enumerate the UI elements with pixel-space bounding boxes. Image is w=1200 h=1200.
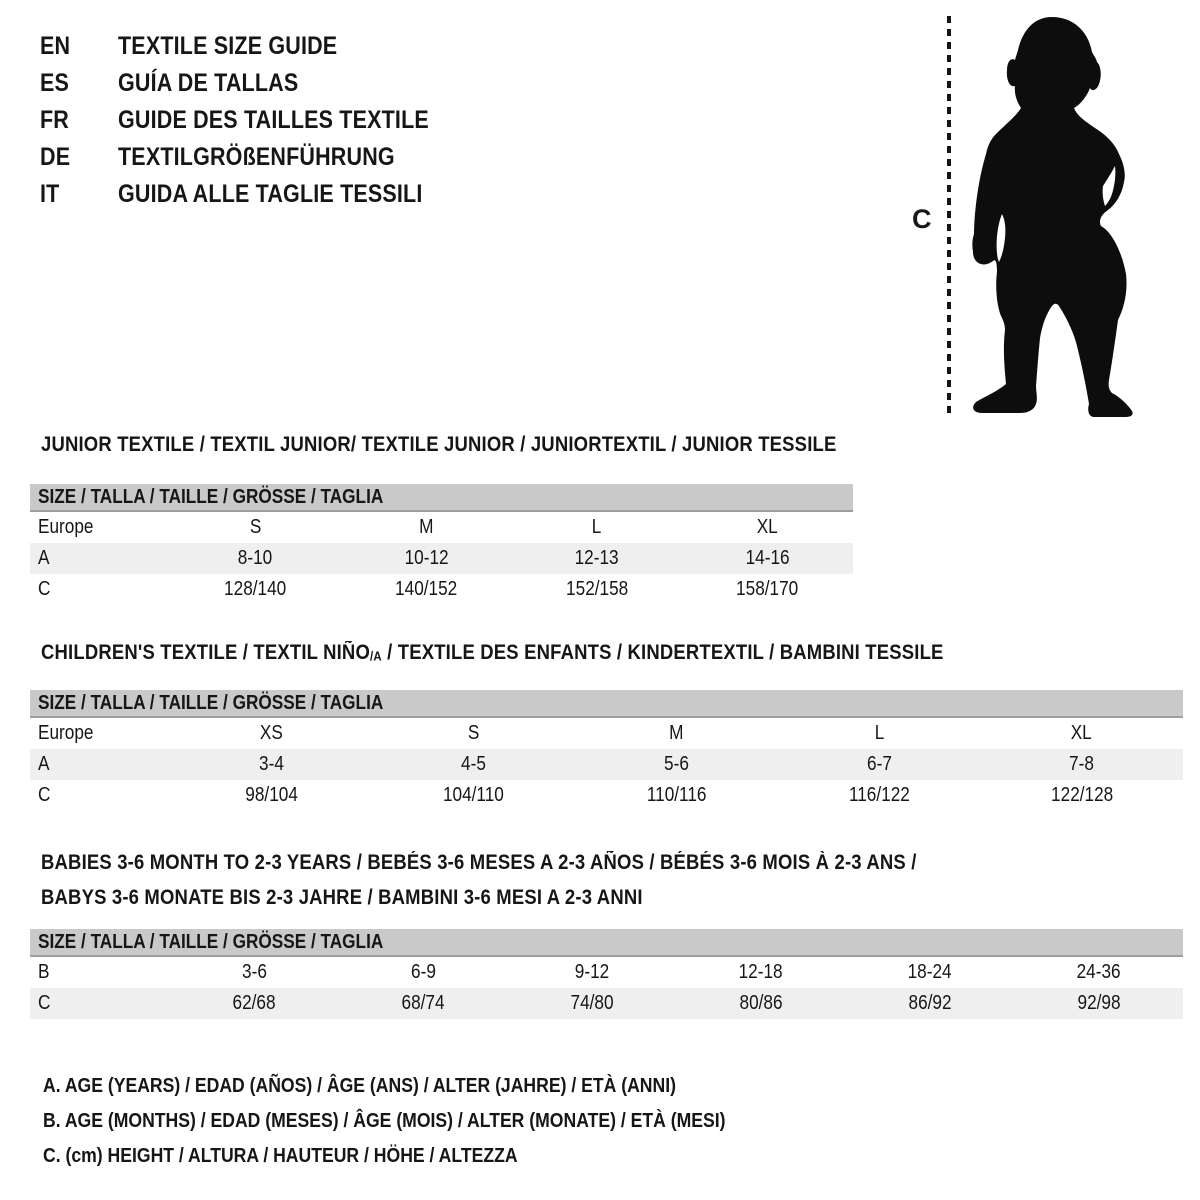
cell-value: 98/104 bbox=[244, 784, 298, 806]
height-measure-label: C bbox=[912, 204, 932, 234]
row-label: Europe bbox=[38, 516, 94, 538]
cell-value: 8-10 bbox=[238, 547, 273, 569]
lang-title-it: GUIDA ALLE TAGLIE TESSILI bbox=[118, 180, 423, 208]
cell-value: 24-36 bbox=[1076, 961, 1121, 983]
cell-value: 6-7 bbox=[866, 753, 892, 775]
lang-code-it: IT bbox=[40, 180, 60, 208]
cell-value: M bbox=[418, 516, 434, 538]
cell-value: 122/128 bbox=[1050, 784, 1113, 806]
cell-value: S bbox=[249, 516, 262, 538]
cell-value: 9-12 bbox=[574, 961, 610, 983]
babies-size-header-text: SIZE / TALLA / TAILLE / GRÖSSE / TAGLIA bbox=[38, 931, 384, 953]
footnote-legend bbox=[43, 1069, 819, 1174]
babies-heading-line2: BABYS 3-6 MONATE BIS 2-3 JAHRE / BAMBINI 3-6 MESI A 2-3 ANNI bbox=[41, 886, 643, 909]
babies-size-header-bar bbox=[30, 929, 1183, 957]
cell-value: 116/122 bbox=[848, 784, 910, 806]
cell-value: XL bbox=[1071, 722, 1093, 744]
lang-title-fr: GUIDE DES TAILLES TEXTILE bbox=[118, 106, 429, 134]
children-section-heading bbox=[41, 641, 944, 665]
cell-value: 5-6 bbox=[664, 753, 689, 775]
cell-value: 12-18 bbox=[738, 961, 783, 983]
row-label: C bbox=[38, 578, 51, 600]
cell-value: 10-12 bbox=[404, 547, 449, 569]
cell-value: 104/110 bbox=[443, 784, 505, 806]
lang-code-es: ES bbox=[40, 69, 70, 97]
table-row bbox=[30, 780, 1183, 811]
cell-value: 74/80 bbox=[570, 992, 614, 1014]
junior-section-heading: JUNIOR TEXTILE / TEXTIL JUNIOR/ TEXTILE JUNIOR / JUNIORTEXTIL / JUNIOR TESSILE bbox=[41, 433, 837, 456]
language-title-block bbox=[40, 28, 480, 213]
row-label: C bbox=[38, 992, 51, 1014]
lang-title-en: TEXTILE SIZE GUIDE bbox=[118, 32, 338, 60]
children-size-table bbox=[30, 690, 1183, 811]
cell-value: L bbox=[874, 722, 884, 744]
table-row bbox=[30, 543, 853, 574]
cell-value: 110/116 bbox=[646, 784, 707, 806]
row-label: A bbox=[38, 547, 50, 569]
cell-value: 3-6 bbox=[241, 961, 267, 983]
lang-row-es bbox=[40, 65, 480, 102]
cell-value: 68/74 bbox=[401, 992, 445, 1014]
junior-size-header-text: SIZE / TALLA / TAILLE / GRÖSSE / TAGLIA bbox=[38, 486, 384, 508]
junior-size-table bbox=[30, 484, 853, 605]
row-label: C bbox=[38, 784, 51, 806]
cell-value: 3-4 bbox=[258, 753, 284, 775]
cell-value: 128/140 bbox=[224, 578, 287, 600]
table-row bbox=[30, 749, 1183, 780]
cell-value: 80/86 bbox=[739, 992, 783, 1014]
row-label: B bbox=[38, 961, 50, 983]
lang-code-fr: FR bbox=[40, 106, 70, 134]
footnote-a: A. AGE (YEARS) / EDAD (AÑOS) / ÂGE (ANS) / ALTER (JAHRE) / ETÀ (ANNI) bbox=[43, 1075, 676, 1097]
cell-value: 4-5 bbox=[461, 753, 487, 775]
cell-value: 158/170 bbox=[736, 578, 799, 600]
junior-size-header-bar bbox=[30, 484, 853, 512]
children-size-header-bar bbox=[30, 690, 1183, 718]
table-row bbox=[30, 957, 1183, 988]
cell-value: 140/152 bbox=[395, 578, 458, 600]
cell-value: 152/158 bbox=[565, 578, 628, 600]
row-label: Europe bbox=[38, 722, 94, 744]
table-row bbox=[30, 988, 1183, 1019]
height-measure-dashed-line bbox=[947, 16, 951, 417]
lang-code-en: EN bbox=[40, 32, 71, 60]
lang-row-fr bbox=[40, 102, 480, 139]
row-label: A bbox=[38, 753, 50, 775]
toddler-silhouette-icon bbox=[960, 14, 1140, 418]
cell-value: L bbox=[592, 516, 602, 538]
cell-value: XS bbox=[259, 722, 283, 744]
lang-title-de: TEXTILGRÖßENFÜHRUNG bbox=[118, 143, 395, 171]
table-row bbox=[30, 512, 853, 543]
footnote-b: B. AGE (MONTHS) / EDAD (MESES) / ÂGE (MOIS) / ALTER (MONATE) / ETÀ (MESI) bbox=[43, 1110, 726, 1132]
cell-value: 86/92 bbox=[908, 992, 952, 1014]
lang-row-de bbox=[40, 139, 480, 176]
babies-size-table bbox=[30, 929, 1183, 1019]
lang-row-en bbox=[40, 28, 480, 65]
cell-value: S bbox=[468, 722, 480, 744]
table-row bbox=[30, 574, 853, 605]
cell-value: M bbox=[669, 722, 684, 744]
children-size-header-text: SIZE / TALLA / TAILLE / GRÖSSE / TAGLIA bbox=[38, 692, 384, 714]
lang-title-es: GUÍA DE TALLAS bbox=[118, 69, 299, 97]
cell-value: 18-24 bbox=[907, 961, 952, 983]
table-row bbox=[30, 718, 1183, 749]
cell-value: 6-9 bbox=[410, 961, 436, 983]
cell-value: 12-13 bbox=[574, 547, 619, 569]
babies-section-heading bbox=[41, 845, 1036, 915]
lang-row-it bbox=[40, 176, 480, 213]
cell-value: 92/98 bbox=[1077, 992, 1121, 1014]
children-heading-subscript: /A bbox=[369, 648, 382, 664]
cell-value: 7-8 bbox=[1069, 753, 1095, 775]
babies-heading-line1: BABIES 3-6 MONTH TO 2-3 YEARS / BEBÉS 3-6 MESES A 2-3 AÑOS / BÉBÉS 3-6 MOIS À 2-3 ANS / bbox=[41, 851, 917, 874]
cell-value: XL bbox=[757, 516, 779, 538]
children-heading-suffix: / TEXTILE DES ENFANTS / KINDERTEXTIL / BAMBINI TESSILE bbox=[381, 641, 944, 664]
cell-value: 62/68 bbox=[232, 992, 276, 1014]
lang-code-de: DE bbox=[40, 143, 71, 171]
cell-value: 14-16 bbox=[745, 547, 790, 569]
footnote-c: C. (cm) HEIGHT / ALTURA / HAUTEUR / HÖHE / ALTEZZA bbox=[43, 1145, 518, 1167]
children-heading-prefix: CHILDREN'S TEXTILE / TEXTIL NIÑO bbox=[41, 641, 370, 664]
